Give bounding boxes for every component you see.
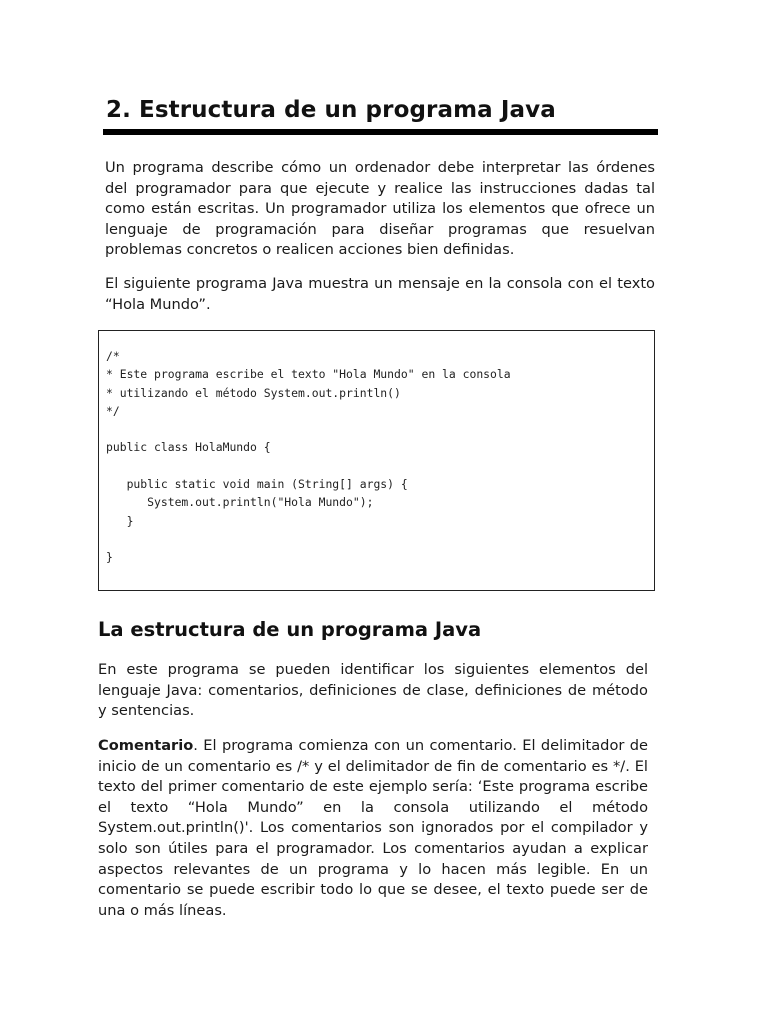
example-intro-paragraph: El siguiente programa Java muestra un mensaje en la consola con el texto “Hola Mundo”. — [105, 275, 655, 313]
intro-paragraph: Un programa describe cómo un ordenador debe interpretar las órdenes del programador para que ejecute y realice las instrucciones dadas tal como están escritas. Un programador utiliza los elementos que ofrece un lenguaje de programación para diseñar programas que resuelvan problemas concretos o realicen acciones bien definidas. — [105, 159, 655, 259]
title-underline-rule — [103, 129, 658, 135]
code-listing-box — [98, 330, 655, 591]
elements-paragraph: En este programa se pueden identificar los siguientes elementos del lenguaje Java: comentarios, definiciones de clase, definiciones de método y sentencias. — [98, 661, 648, 720]
page-title: 2. Estructura de un programa Java — [106, 97, 556, 123]
comment-paragraph — [98, 736, 648, 921]
section-title: La estructura de un programa Java — [98, 618, 482, 641]
code-listing: /* * Este programa escribe el texto "Hola Mundo" en la consola * utilizando el método System.out.println() */ public class HolaMundo { public static void main (String[] args) { System.out.println("Hola Mundo"); } } — [106, 349, 511, 565]
comment-description: . El programa comienza con un comentario. El delimitador de inicio de un comentario es /* y el delimitador de fin de comentario es */. El texto del primer comentario de este ejemplo sería: ‘Este programa escribe el texto “Hola Mundo” en la consola utilizando el método System.out.println()'. Los comentarios son ignorados por el compilador y solo son útiles para el programador. Los comentarios ayudan a explicar aspectos relevantes de un programa y lo hacen más legible. En un comentario se puede escribir todo lo que se desee, el texto puede ser de una o más líneas. — [98, 737, 648, 919]
comment-term: Comentario — [98, 737, 194, 754]
